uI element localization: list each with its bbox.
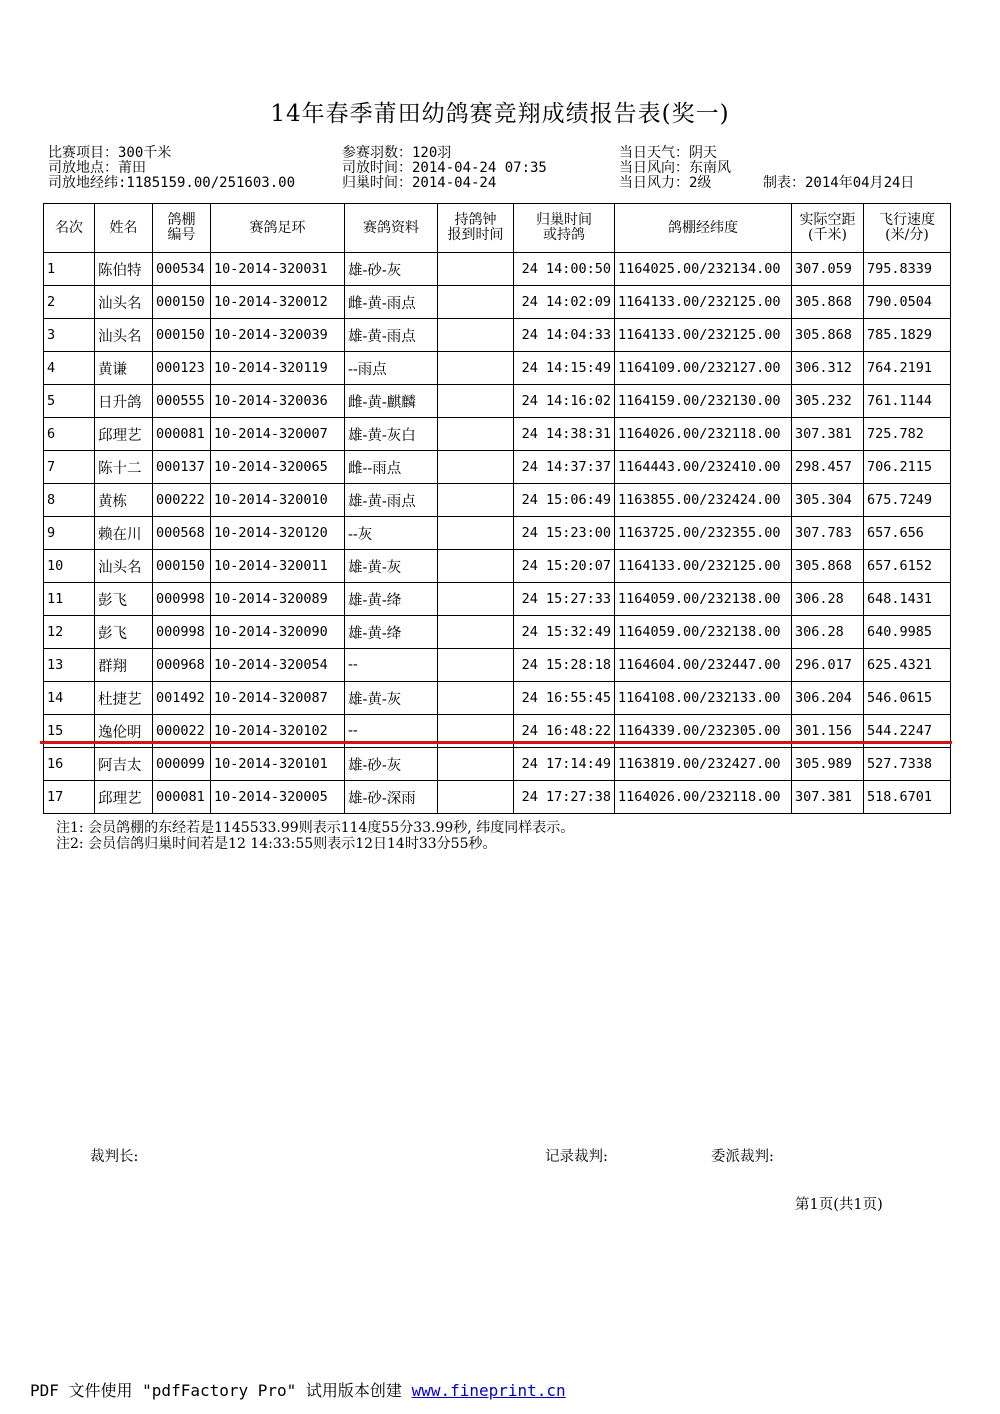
cell-bird-info: 雄-砂-灰 [345,748,438,781]
cell-speed: 790.0504 [864,286,951,319]
cell-rank: 4 [44,352,95,385]
cell-loft-id: 000222 [153,484,211,517]
cell-return-time: 24 16:48:22 [514,715,615,748]
cell-return-time: 24 14:02:09 [514,286,615,319]
header-loft-coords: 鸽棚经纬度 [615,204,792,253]
cell-return-time: 24 14:16:02 [514,385,615,418]
cell-distance: 307.381 [792,418,864,451]
cell-loft-coords: 1164059.00/232138.00 [615,583,792,616]
cell-speed: 546.0615 [864,682,951,715]
cell-distance: 305.868 [792,550,864,583]
cell-rank: 1 [44,253,95,286]
cell-speed: 764.2191 [864,352,951,385]
table-row [44,550,951,583]
cell-clock-time [438,418,514,451]
cell-bird-info: 雄-黄-绛 [345,583,438,616]
cell-name: 汕头名 [95,286,153,319]
cell-name: 阿吉太 [95,748,153,781]
cell-name: 陈十二 [95,451,153,484]
cell-rank: 8 [44,484,95,517]
cell-loft-coords: 1164133.00/232125.00 [615,319,792,352]
cell-ring-number: 10-2014-320090 [211,616,345,649]
signature-recorder: 记录裁判: [545,1149,608,1165]
cell-ring-number: 10-2014-320005 [211,781,345,814]
cell-rank: 14 [44,682,95,715]
cell-clock-time [438,385,514,418]
table-row [44,352,951,385]
cell-clock-time [438,781,514,814]
table-row [44,583,951,616]
cell-loft-coords: 1163725.00/232355.00 [615,517,792,550]
cell-return-time: 24 16:55:45 [514,682,615,715]
cell-speed: 648.1431 [864,583,951,616]
cell-ring-number: 10-2014-320119 [211,352,345,385]
header-return-time: 归巢时间 或持鸽 [514,204,615,253]
meta-release-site: 司放地点：莆田 [48,160,146,176]
cell-rank: 9 [44,517,95,550]
cell-bird-info: 雄-黄-灰 [345,550,438,583]
cell-distance: 305.868 [792,319,864,352]
table-row [44,517,951,550]
cell-clock-time [438,748,514,781]
notes [56,820,574,852]
meta-col-2 [342,146,547,191]
cell-return-time: 24 15:27:33 [514,583,615,616]
cell-return-time: 24 17:14:49 [514,748,615,781]
cell-loft-coords: 1164443.00/232410.00 [615,451,792,484]
cell-ring-number: 10-2014-320087 [211,682,345,715]
table-row [44,253,951,286]
cell-clock-time [438,484,514,517]
cell-name: 彭飞 [95,616,153,649]
cell-name: 黄栋 [95,484,153,517]
cell-return-time: 24 17:27:38 [514,781,615,814]
cell-clock-time [438,451,514,484]
page-number: 第1页(共1页) [795,1197,883,1213]
cell-speed: 675.7249 [864,484,951,517]
cell-return-time: 24 15:20:07 [514,550,615,583]
cell-loft-id: 000081 [153,781,211,814]
cell-rank: 15 [44,715,95,748]
header-distance: 实际空距 (千米) [792,204,864,253]
cell-loft-id: 000150 [153,319,211,352]
cell-clock-time [438,550,514,583]
table-row [44,748,951,781]
cell-distance: 298.457 [792,451,864,484]
table-row [44,484,951,517]
results-table [43,203,951,814]
cell-clock-time [438,352,514,385]
cell-speed: 725.782 [864,418,951,451]
meta-weather: 当日天气：阴天 [619,145,717,161]
cell-speed: 518.6701 [864,781,951,814]
cell-loft-coords: 1163819.00/232427.00 [615,748,792,781]
cell-return-time: 24 14:00:50 [514,253,615,286]
cell-name: 逸伦明 [95,715,153,748]
header-rank: 名次 [44,204,95,253]
cell-loft-coords: 1164026.00/232118.00 [615,781,792,814]
cell-rank: 11 [44,583,95,616]
cell-bird-info: 雌--雨点 [345,451,438,484]
cell-distance: 305.989 [792,748,864,781]
cell-name: 邱理艺 [95,781,153,814]
cell-ring-number: 10-2014-320065 [211,451,345,484]
table-row [44,616,951,649]
cell-loft-id: 000150 [153,286,211,319]
cell-return-time: 24 14:38:31 [514,418,615,451]
cell-rank: 3 [44,319,95,352]
table-row [44,451,951,484]
meta-entries: 参赛羽数：120羽 [342,145,452,161]
cell-bird-info: -- [345,649,438,682]
cell-loft-id: 000123 [153,352,211,385]
cell-loft-id: 000555 [153,385,211,418]
cell-bird-info: 雄-黄-绛 [345,616,438,649]
meta-release-coords: 司放地经纬:1185159.00/251603.00 [48,175,296,191]
cell-ring-number: 10-2014-320010 [211,484,345,517]
cell-ring-number: 10-2014-320012 [211,286,345,319]
cell-distance: 307.381 [792,781,864,814]
cell-ring-number: 10-2014-320054 [211,649,345,682]
meta-return-date: 归巢时间：2014-04-24 [342,175,497,191]
table-row [44,286,951,319]
cell-distance: 307.059 [792,253,864,286]
cell-rank: 6 [44,418,95,451]
cell-loft-id: 000968 [153,649,211,682]
cell-ring-number: 10-2014-320007 [211,418,345,451]
header-bird-info: 赛鸽资料 [345,204,438,253]
cell-rank: 7 [44,451,95,484]
header-name: 姓名 [95,204,153,253]
cell-bird-info: 雄-砂-灰 [345,253,438,286]
cell-ring-number: 10-2014-320036 [211,385,345,418]
cell-ring-number: 10-2014-320011 [211,550,345,583]
cell-loft-id: 000534 [153,253,211,286]
cell-speed: 640.9985 [864,616,951,649]
cell-loft-id: 000150 [153,550,211,583]
cell-clock-time [438,682,514,715]
cell-clock-time [438,649,514,682]
table-row [44,682,951,715]
cell-clock-time [438,253,514,286]
cell-distance: 305.304 [792,484,864,517]
cell-name: 群翔 [95,649,153,682]
cell-loft-id: 001492 [153,682,211,715]
header-ring-number: 赛鸽足环 [211,204,345,253]
cell-name: 彭飞 [95,583,153,616]
cell-loft-coords: 1164133.00/232125.00 [615,286,792,319]
cell-bird-info: 雌-黄-雨点 [345,286,438,319]
cell-distance: 306.28 [792,616,864,649]
cell-distance: 301.156 [792,715,864,748]
cell-loft-coords: 1164109.00/232127.00 [615,352,792,385]
cell-loft-coords: 1164025.00/232134.00 [615,253,792,286]
signature-chief-judge: 裁判长: [90,1149,139,1165]
meta-wind-force: 当日风力：2级 [619,175,712,191]
signature-delegate: 委派裁判: [711,1149,774,1165]
cell-loft-coords: 1164059.00/232138.00 [615,616,792,649]
cell-speed: 706.2115 [864,451,951,484]
cell-distance: 306.312 [792,352,864,385]
cell-distance: 296.017 [792,649,864,682]
table-row [44,418,951,451]
cell-distance: 307.783 [792,517,864,550]
cell-speed: 761.1144 [864,385,951,418]
cell-ring-number: 10-2014-320120 [211,517,345,550]
cell-loft-coords: 1164133.00/232125.00 [615,550,792,583]
cell-bird-info: 雄-黄-雨点 [345,484,438,517]
cell-clock-time [438,286,514,319]
cell-name: 赖在川 [95,517,153,550]
cell-name: 陈伯特 [95,253,153,286]
cell-ring-number: 10-2014-320031 [211,253,345,286]
cell-return-time: 24 15:32:49 [514,616,615,649]
cell-bird-info: --雨点 [345,352,438,385]
cell-speed: 544.2247 [864,715,951,748]
cell-speed: 527.7338 [864,748,951,781]
cell-distance: 305.232 [792,385,864,418]
cell-ring-number: 10-2014-320102 [211,715,345,748]
cell-rank: 2 [44,286,95,319]
cell-return-time: 24 15:28:18 [514,649,615,682]
cell-bird-info: -- [345,715,438,748]
cell-name: 日升鸽 [95,385,153,418]
table-row [44,781,951,814]
cell-loft-coords: 1163855.00/232424.00 [615,484,792,517]
cell-speed: 785.1829 [864,319,951,352]
cell-name: 杜捷艺 [95,682,153,715]
cell-rank: 5 [44,385,95,418]
cell-loft-id: 000081 [153,418,211,451]
cell-name: 黄谦 [95,352,153,385]
cell-name: 汕头名 [95,319,153,352]
cell-ring-number: 10-2014-320089 [211,583,345,616]
cell-loft-coords: 1164159.00/232130.00 [615,385,792,418]
cell-return-time: 24 15:06:49 [514,484,615,517]
cell-bird-info: 雌-黄-麒麟 [345,385,438,418]
header-speed: 飞行速度 (米/分) [864,204,951,253]
cell-return-time: 24 14:37:37 [514,451,615,484]
meta-wind-direction: 当日风向：东南风 [619,160,731,176]
cell-loft-id: 000568 [153,517,211,550]
note-2: 注2: 会员信鸽归巢时间若是12 14:33:55则表示12日14时33分55秒。 [56,836,497,852]
meta-made-date: 制表：2014年04月24日 [763,175,915,191]
footer [30,1378,566,1401]
cell-loft-id: 000022 [153,715,211,748]
note-1: 注1: 会员鸽棚的东经若是1145533.99则表示114度55分33.99秒, 纬度同样表示。 [56,820,575,836]
cell-ring-number: 10-2014-320101 [211,748,345,781]
cell-rank: 13 [44,649,95,682]
meta-release-time: 司放时间：2014-04-24 07:35 [342,160,547,176]
cell-loft-id: 000137 [153,451,211,484]
cell-speed: 657.656 [864,517,951,550]
cell-return-time: 24 14:15:49 [514,352,615,385]
cell-ring-number: 10-2014-320039 [211,319,345,352]
cell-loft-coords: 1164108.00/232133.00 [615,682,792,715]
cell-bird-info: 雄-砂-深雨 [345,781,438,814]
cell-rank: 17 [44,781,95,814]
table-row [44,649,951,682]
cell-loft-id: 000099 [153,748,211,781]
footer-text: PDF 文件使用 "pdfFactory Pro" 试用版本创建 [30,1381,412,1400]
table-row [44,319,951,352]
cell-speed: 657.6152 [864,550,951,583]
cell-distance: 305.868 [792,286,864,319]
cell-loft-id: 000998 [153,583,211,616]
cell-name: 邱理艺 [95,418,153,451]
cell-rank: 12 [44,616,95,649]
footer-link[interactable]: www.fineprint.cn [411,1381,566,1400]
cell-rank: 16 [44,748,95,781]
cell-speed: 625.4321 [864,649,951,682]
cell-clock-time [438,517,514,550]
prize-cutoff-line [40,741,952,744]
cell-bird-info: --灰 [345,517,438,550]
cell-clock-time [438,616,514,649]
cell-return-time: 24 14:04:33 [514,319,615,352]
header-loft-id: 鸽棚 编号 [153,204,211,253]
cell-loft-coords: 1164339.00/232305.00 [615,715,792,748]
cell-clock-time [438,583,514,616]
table-row [44,385,951,418]
meta-col-1 [48,146,295,191]
header-clock-time: 持鸽钟 报到时间 [438,204,514,253]
cell-loft-coords: 1164604.00/232447.00 [615,649,792,682]
cell-distance: 306.28 [792,583,864,616]
meta-event: 比赛项目：300千米 [48,145,172,161]
cell-speed: 795.8339 [864,253,951,286]
cell-bird-info: 雄-黄-雨点 [345,319,438,352]
cell-clock-time [438,319,514,352]
table-body [44,253,951,814]
cell-bird-info: 雄-黄-灰白 [345,418,438,451]
table-header-row [44,204,951,253]
page-title: 14年春季莆田幼鸽赛竞翔成绩报告表(奖一) [270,101,730,127]
cell-bird-info: 雄-黄-灰 [345,682,438,715]
cell-rank: 10 [44,550,95,583]
meta-col-3 [619,146,731,191]
cell-name: 汕头名 [95,550,153,583]
cell-loft-id: 000998 [153,616,211,649]
cell-return-time: 24 15:23:00 [514,517,615,550]
cell-loft-coords: 1164026.00/232118.00 [615,418,792,451]
cell-distance: 306.204 [792,682,864,715]
